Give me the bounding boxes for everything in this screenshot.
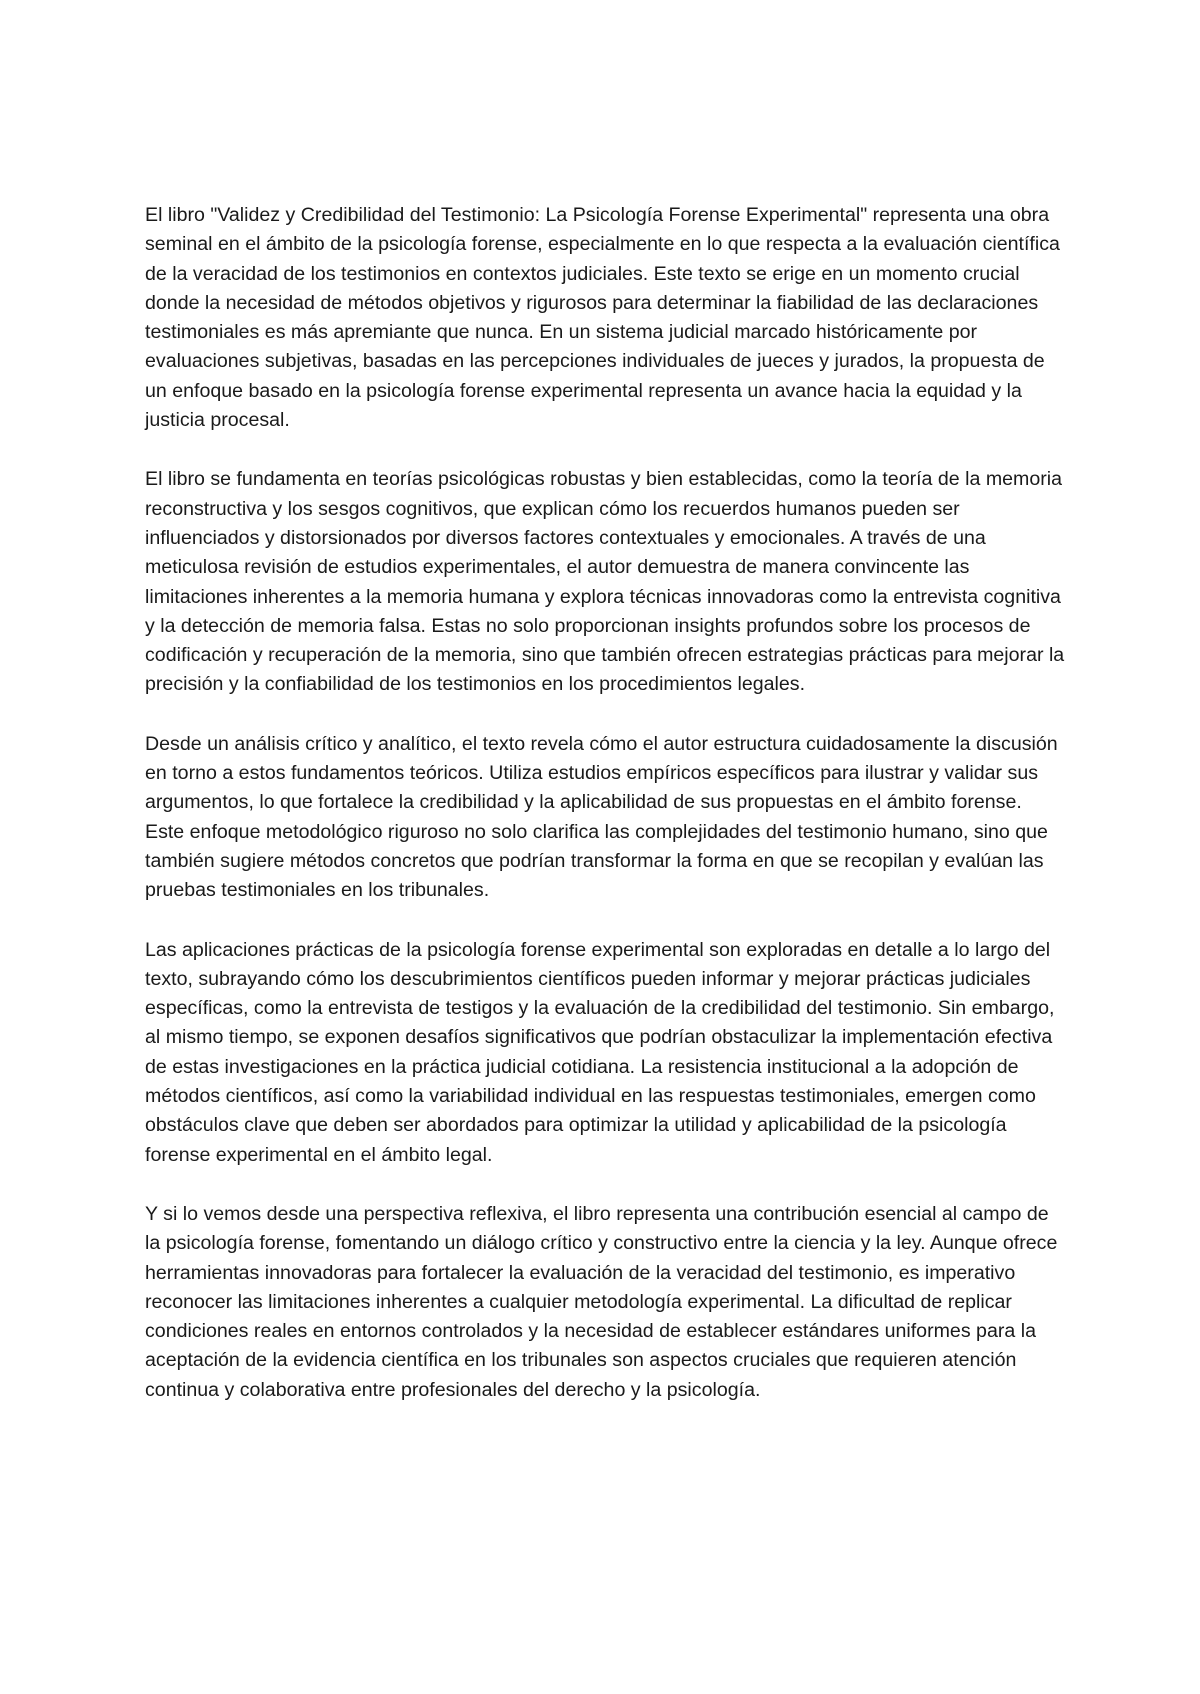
document-body: [145, 201, 1065, 1435]
paragraph-4: Las aplicaciones prácticas de la psicología forense experimental son exploradas en detalle a lo largo del texto, subrayando cómo los descubrimientos científicos pueden informar y mejorar prácticas judiciales específicas, como la entrevista de testigos y la evaluación de la credibilidad del testimonio. Sin embargo, al mismo tiempo, se exponen desafíos significativos que podrían obstaculizar la implementación efectiva de estas investigaciones en la práctica judicial cotidiana. La resistencia institucional a la adopción de métodos científicos, así como la variabilidad individual en las respuestas testimoniales, emergen como obstáculos clave que deben ser abordados para optimizar la utilidad y aplicabilidad de la psicología forense experimental en el ámbito legal.: [145, 938, 1055, 1166]
paragraph-2: El libro se fundamenta en teorías psicológicas robustas y bien establecidas, como la teoría de la memoria reconstructiva y los sesgos cognitivos, que explican cómo los recuerdos humanos pueden ser influenciados y distorsionados por diversos factores contextuales y emocionales. A través de una meticulosa revisión de estudios experimentales, el autor demuestra de manera convincente las limitaciones inherentes a la memoria humana y explora técnicas innovadoras como la entrevista cognitiva y la detección de memoria falsa. Estas no solo proporcionan insights profundos sobre los procesos de codificación y recuperación de la memoria, sino que también ofrecen estrategias prácticas para mejorar la precisión y la confiabilidad de los testimonios en los procedimientos legales.: [145, 468, 1065, 696]
paragraph-5: Y si lo vemos desde una perspectiva reflexiva, el libro representa una contribución esencial al campo de la psicología forense, fomentando un diálogo crítico y constructivo entre la ciencia y la ley. Aunque ofrece herramientas innovadoras para fortalecer la evaluación de la veracidad del testimonio, es imperativo reconocer las limitaciones inherentes a cualquier metodología experimental. La dificultad de replicar condiciones reales en entornos controlados y la necesidad de establecer estándares uniformes para la aceptación de la evidencia científica en los tribunales son aspectos cruciales que requieren atención continua y colaborativa entre profesionales del derecho y la psicología.: [145, 1202, 1058, 1401]
paragraph-3: Desde un análisis crítico y analítico, el texto revela cómo el autor estructura cuidadosamente la discusión en torno a estos fundamentos teóricos. Utiliza estudios empíricos específicos para ilustrar y validar sus argumentos, lo que fortalece la credibilidad y la aplicabilidad de sus propuestas en el ámbito forense. Este enfoque metodológico riguroso no solo clarifica las complejidades del testimonio humano, sino que también sugiere métodos concretos que podrían transformar la forma en que se recopilan y evalúan las pruebas testimoniales en los tribunales.: [145, 732, 1058, 902]
paragraph-1: El libro "Validez y Credibilidad del Testimonio: La Psicología Forense Experimental" representa una obra seminal en el ámbito de la psicología forense, especialmente en lo que respecta a la evaluación científica de la veracidad de los testimonios en contextos judiciales. Este texto se erige en un momento crucial donde la necesidad de métodos objetivos y rigurosos para determinar la fiabilidad de las declaraciones testimoniales es más apremiante que nunca. En un sistema judicial marcado históricamente por evaluaciones subjetivas, basadas en las percepciones individuales de jueces y jurados, la propuesta de un enfoque basado en la psicología forense experimental representa un avance hacia la equidad y la justicia procesal.: [145, 204, 1060, 432]
